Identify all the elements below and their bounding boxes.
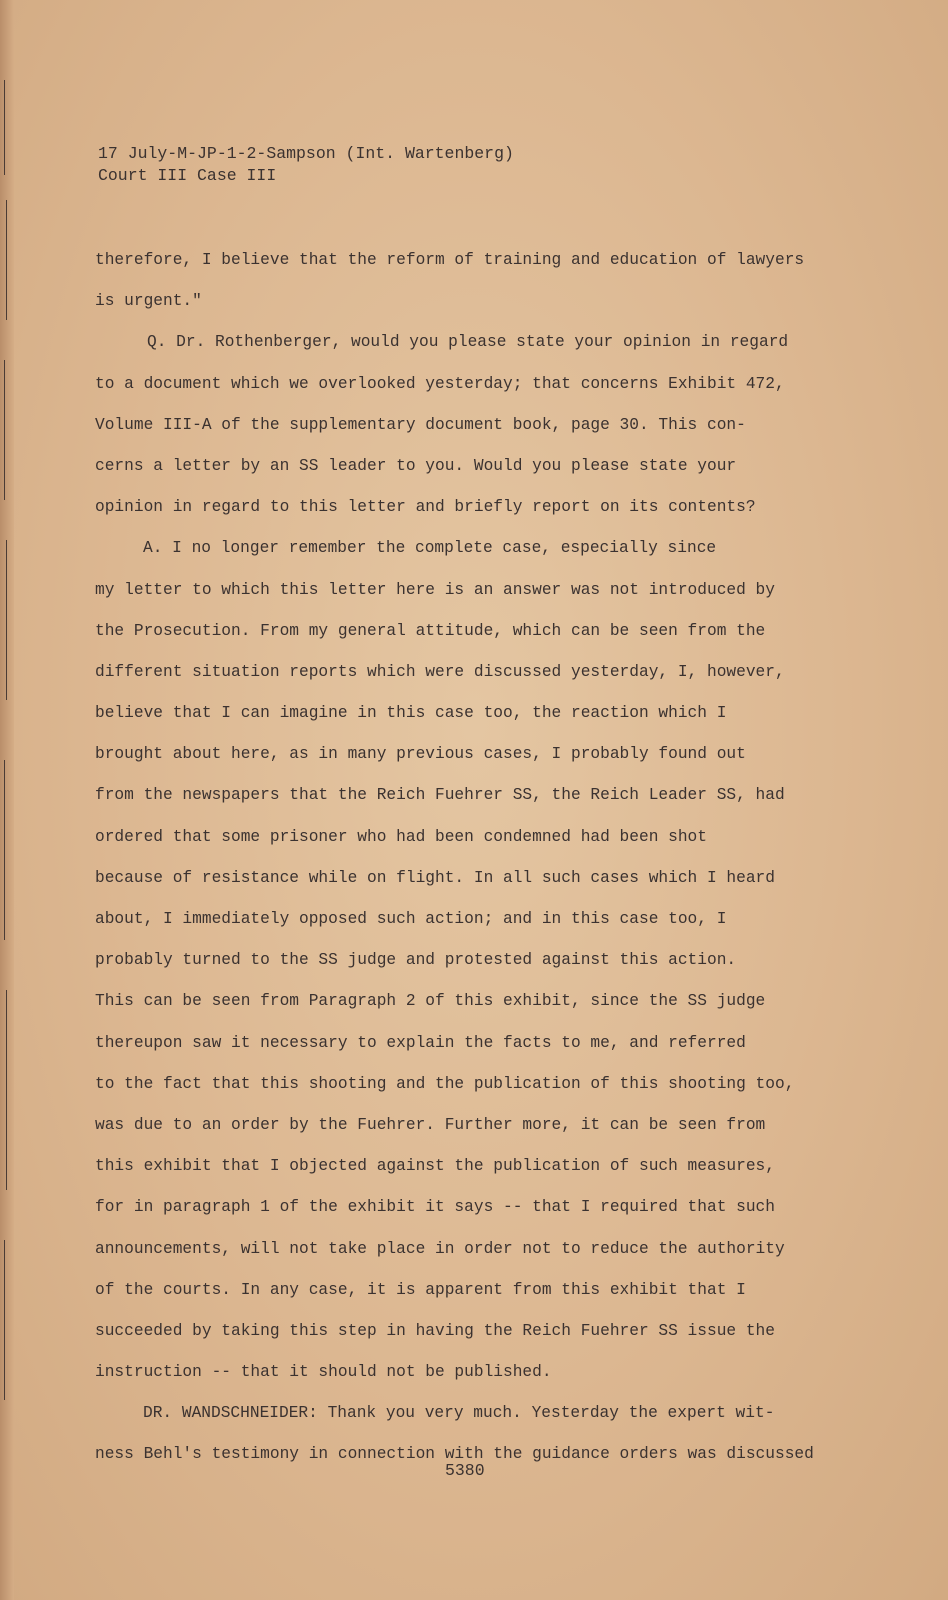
text-line: opinion in regard to this letter and briefly report on its contents? [95,498,756,517]
text-line: to the fact that this shooting and the publication of this shooting too, [95,1074,795,1093]
text-line: of the courts. In any case, it is apparent from this exhibit that I [95,1280,746,1299]
binding-mark [6,990,7,1190]
document-header [98,143,514,187]
text-line: is urgent." [95,292,202,311]
text-line: instruction -- that it should not be published. [95,1363,552,1382]
text-line: cerns a letter by an SS leader to you. Would you please state your [95,456,737,475]
binding-mark [6,200,7,320]
transcript-body [95,240,855,1476]
text-line: succeeded by taking this step in having the Reich Fuehrer SS issue the [95,1321,775,1340]
text-line: ordered that some prisoner who had been condemned had been shot [95,827,707,846]
answer-line: A. I no longer remember the complete case, especially since [143,539,717,558]
text-line: was due to an order by the Fuehrer. Further more, it can be seen from [95,1115,766,1134]
header-court-line: Court III Case III [98,166,277,185]
text-line: therefore, I believe that the reform of training and education of lawyers [95,251,805,269]
text-line: ness Behl's testimony in connection with the guidance orders was discussed [95,1445,814,1464]
binding-mark [4,1240,5,1400]
binding-mark [6,540,7,700]
question-line: Q. Dr. Rothenberger, would you please state your opinion in regard [147,333,789,352]
binding-edge [0,0,14,1600]
text-line: announcements, will not take place in order not to reduce the authority [95,1239,785,1258]
text-line: different situation reports which were discussed yesterday, I, however, [95,662,785,681]
text-line: probably turned to the SS judge and protested against this action. [95,951,737,970]
header-session-line: 17 July-M-JP-1-2-Sampson (Int. Wartenberg) [98,144,514,163]
text-line: to a document which we overlooked yesterday; that concerns Exhibit 472, [95,374,785,393]
text-line: thereupon saw it necessary to explain the facts to me, and referred [95,1033,746,1052]
text-line: believe that I can imagine in this case too, the reaction which I [95,704,727,723]
text-line: this exhibit that I objected against the publication of such measures, [95,1157,775,1176]
binding-mark [4,80,5,175]
text-line: brought about here, as in many previous cases, I probably found out [95,745,746,764]
text-line: This can be seen from Paragraph 2 of this exhibit, since the SS judge [95,992,766,1011]
text-line: for in paragraph 1 of the exhibit it says -- that I required that such [95,1198,775,1217]
binding-mark [4,760,5,940]
text-line: the Prosecution. From my general attitude, which can be seen from the [95,621,766,640]
text-line: about, I immediately opposed such action; and in this case too, I [95,910,727,928]
speaker-line: DR. WANDSCHNEIDER: Thank you very much. Yesterday the expert wit- [143,1404,775,1423]
text-line: my letter to which this letter here is an answer was not introduced by [95,580,775,599]
page-number: 5380 [445,1461,485,1480]
text-line: Volume III-A of the supplementary document book, page 30. This con- [95,415,746,434]
text-line: from the newspapers that the Reich Fuehrer SS, the Reich Leader SS, had [95,786,785,805]
binding-mark [4,360,5,500]
text-line: because of resistance while on flight. In all such cases which I heard [95,868,775,887]
